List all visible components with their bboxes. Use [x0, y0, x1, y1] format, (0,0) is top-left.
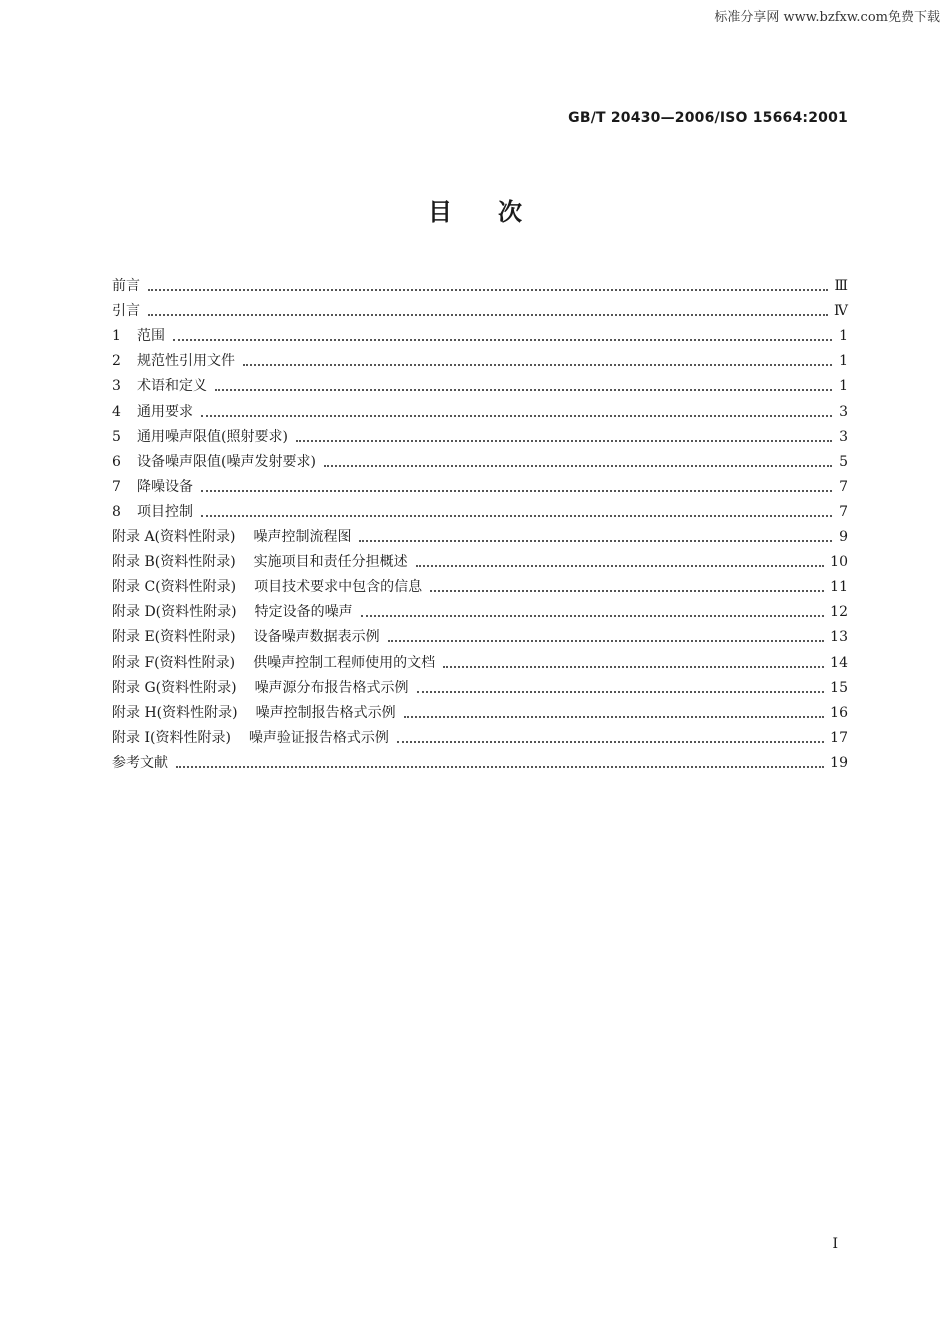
- toc-dot-leader: [296, 439, 832, 442]
- toc-entry[interactable]: [112, 621, 848, 646]
- toc-entry-label: [112, 603, 353, 621]
- toc-entry-number: 附录 D(资料性附录): [112, 604, 237, 621]
- toc-entry-title: 引言: [112, 303, 140, 320]
- toc-entry[interactable]: [112, 270, 848, 295]
- toc-entry-title: 供噪声控制工程师使用的文档: [253, 654, 436, 671]
- toc-entry-title: 项目控制: [137, 503, 193, 520]
- toc-entry-number: 附录 G(资料性附录): [112, 679, 237, 696]
- toc-dot-leader: [416, 564, 825, 567]
- toc-entry-number: 1: [112, 328, 121, 345]
- toc-entry[interactable]: [112, 471, 848, 496]
- toc-entry-number: 附录 E(资料性附录): [112, 629, 236, 646]
- toc-title: 目次: [428, 198, 568, 226]
- toc-dot-leader: [148, 288, 828, 291]
- page-number: I: [832, 1236, 838, 1252]
- toc-entry-number: 6: [112, 453, 121, 470]
- toc-dot-leader: [173, 338, 832, 341]
- toc-entry[interactable]: [112, 722, 848, 747]
- toc-entry-number: 8: [112, 503, 121, 520]
- toc-entry-label: [112, 754, 168, 772]
- toc-entry-number: 7: [112, 478, 121, 495]
- toc-dot-leader: [388, 639, 825, 642]
- toc-entry[interactable]: [112, 672, 848, 697]
- toc-entry-label: [112, 654, 435, 672]
- toc-entry-number: 附录 A(资料性附录): [112, 529, 236, 546]
- toc-dot-leader: [176, 765, 824, 768]
- toc-entry-number: 3: [112, 378, 121, 395]
- toc-entry[interactable]: [112, 496, 848, 521]
- toc-entry[interactable]: [112, 446, 848, 471]
- toc-entry-label: [112, 628, 380, 646]
- toc-entry-page: 12: [830, 604, 848, 621]
- toc-entry-title: 规范性引用文件: [137, 353, 235, 370]
- toc-entry-number: 附录 F(资料性附录): [112, 654, 236, 671]
- toc-entry-label: [112, 453, 316, 471]
- toc-entry-label: [112, 403, 193, 421]
- toc-entry-label: [112, 553, 408, 571]
- table-of-contents: [112, 270, 848, 772]
- toc-entry[interactable]: [112, 370, 848, 395]
- toc-entry-label: [112, 679, 409, 697]
- toc-entry-page: 11: [830, 579, 848, 596]
- toc-entry-number: 附录 B(资料性附录): [112, 554, 236, 571]
- toc-entry-label: [112, 528, 351, 546]
- toc-entry-title: 噪声验证报告格式示例: [248, 729, 389, 746]
- toc-entry-title: 噪声控制流程图: [253, 529, 352, 546]
- toc-dot-leader: [201, 489, 832, 492]
- toc-entry[interactable]: [112, 320, 848, 345]
- toc-entry-label: [112, 277, 140, 295]
- toc-entry-page: 5: [839, 453, 848, 470]
- document-code: GB/T 20430—2006/ISO 15664:2001: [568, 110, 848, 126]
- toc-entry-page: 1: [839, 328, 848, 345]
- toc-entry-page: 17: [830, 729, 848, 746]
- toc-entry-number: 附录 I(资料性附录): [112, 729, 231, 746]
- toc-entry-page: 19: [830, 754, 848, 771]
- toc-entry-label: [112, 478, 193, 496]
- toc-entry[interactable]: [112, 571, 848, 596]
- toc-entry-label: [112, 729, 389, 747]
- toc-entry-page: 13: [830, 629, 848, 646]
- toc-dot-leader: [201, 514, 832, 517]
- toc-entry-title: 范围: [137, 328, 165, 345]
- toc-entry-title: 术语和定义: [137, 378, 207, 395]
- toc-entry-title: 通用要求: [137, 403, 193, 420]
- watermark-text: 标准分享网 www.bzfxw.com免费下载: [714, 10, 940, 25]
- toc-dot-leader: [397, 740, 824, 743]
- toc-entry-title: 噪声控制报告格式示例: [255, 704, 396, 721]
- toc-dot-leader: [324, 464, 832, 467]
- toc-entry-page: Ⅲ: [834, 278, 848, 295]
- toc-entry-label: [112, 704, 396, 722]
- toc-dot-leader: [148, 313, 828, 316]
- toc-entry[interactable]: [112, 421, 848, 446]
- toc-entry-label: [112, 428, 288, 446]
- toc-entry[interactable]: [112, 747, 848, 772]
- toc-entry[interactable]: [112, 345, 848, 370]
- toc-entry-title: 降噪设备: [137, 478, 193, 495]
- toc-entry-label: [112, 503, 193, 521]
- toc-entry-page: 16: [830, 704, 848, 721]
- toc-entry-title: 项目技术要求中包含的信息: [254, 579, 423, 596]
- toc-dot-leader: [243, 363, 832, 366]
- toc-entry-label: [112, 377, 207, 395]
- toc-entry-label: [112, 352, 235, 370]
- toc-entry-label: [112, 302, 140, 320]
- toc-entry-title: 噪声源分布报告格式示例: [254, 679, 409, 696]
- toc-entry-number: 附录 C(资料性附录): [112, 579, 237, 596]
- toc-entry-number: 2: [112, 353, 121, 370]
- toc-dot-leader: [417, 690, 825, 693]
- toc-dot-leader: [201, 414, 832, 417]
- toc-entry-title: 设备噪声数据表示例: [253, 629, 380, 646]
- toc-entry[interactable]: [112, 395, 848, 420]
- toc-entry-number: 4: [112, 403, 121, 420]
- toc-entry[interactable]: [112, 546, 848, 571]
- toc-entry-title: 参考文献: [112, 754, 168, 771]
- toc-entry-page: 9: [839, 529, 848, 546]
- toc-entry[interactable]: [112, 596, 848, 621]
- toc-entry-page: 7: [839, 503, 848, 520]
- toc-entry-page: 14: [830, 654, 848, 671]
- toc-entry-title: 实施项目和责任分担概述: [253, 554, 408, 571]
- toc-entry-page: 1: [839, 378, 848, 395]
- toc-entry-page: 7: [839, 478, 848, 495]
- toc-dot-leader: [359, 539, 832, 542]
- toc-entry[interactable]: [112, 521, 848, 546]
- toc-dot-leader: [430, 589, 824, 592]
- toc-dot-leader: [443, 665, 824, 668]
- toc-dot-leader: [215, 388, 832, 391]
- toc-entry-page: 1: [839, 353, 848, 370]
- toc-dot-leader: [361, 614, 825, 617]
- toc-entry-number: 5: [112, 428, 121, 445]
- toc-entry-title: 通用噪声限值(照射要求): [137, 428, 288, 445]
- toc-entry-page: 3: [839, 428, 848, 445]
- toc-entry-page: 10: [830, 554, 848, 571]
- toc-entry-page: Ⅳ: [834, 303, 848, 320]
- toc-dot-leader: [404, 715, 825, 718]
- toc-entry[interactable]: [112, 646, 848, 671]
- toc-entry[interactable]: [112, 295, 848, 320]
- toc-entry-label: [112, 327, 165, 345]
- toc-entry-page: 15: [830, 679, 848, 696]
- toc-entry-number: 附录 H(资料性附录): [112, 704, 238, 721]
- toc-entry-title: 前言: [112, 278, 140, 295]
- toc-entry-title: 设备噪声限值(噪声发射要求): [137, 453, 316, 470]
- toc-entry-title: 特定设备的噪声: [254, 604, 353, 621]
- toc-entry-page: 3: [839, 403, 848, 420]
- toc-entry[interactable]: [112, 697, 848, 722]
- toc-entry-label: [112, 578, 422, 596]
